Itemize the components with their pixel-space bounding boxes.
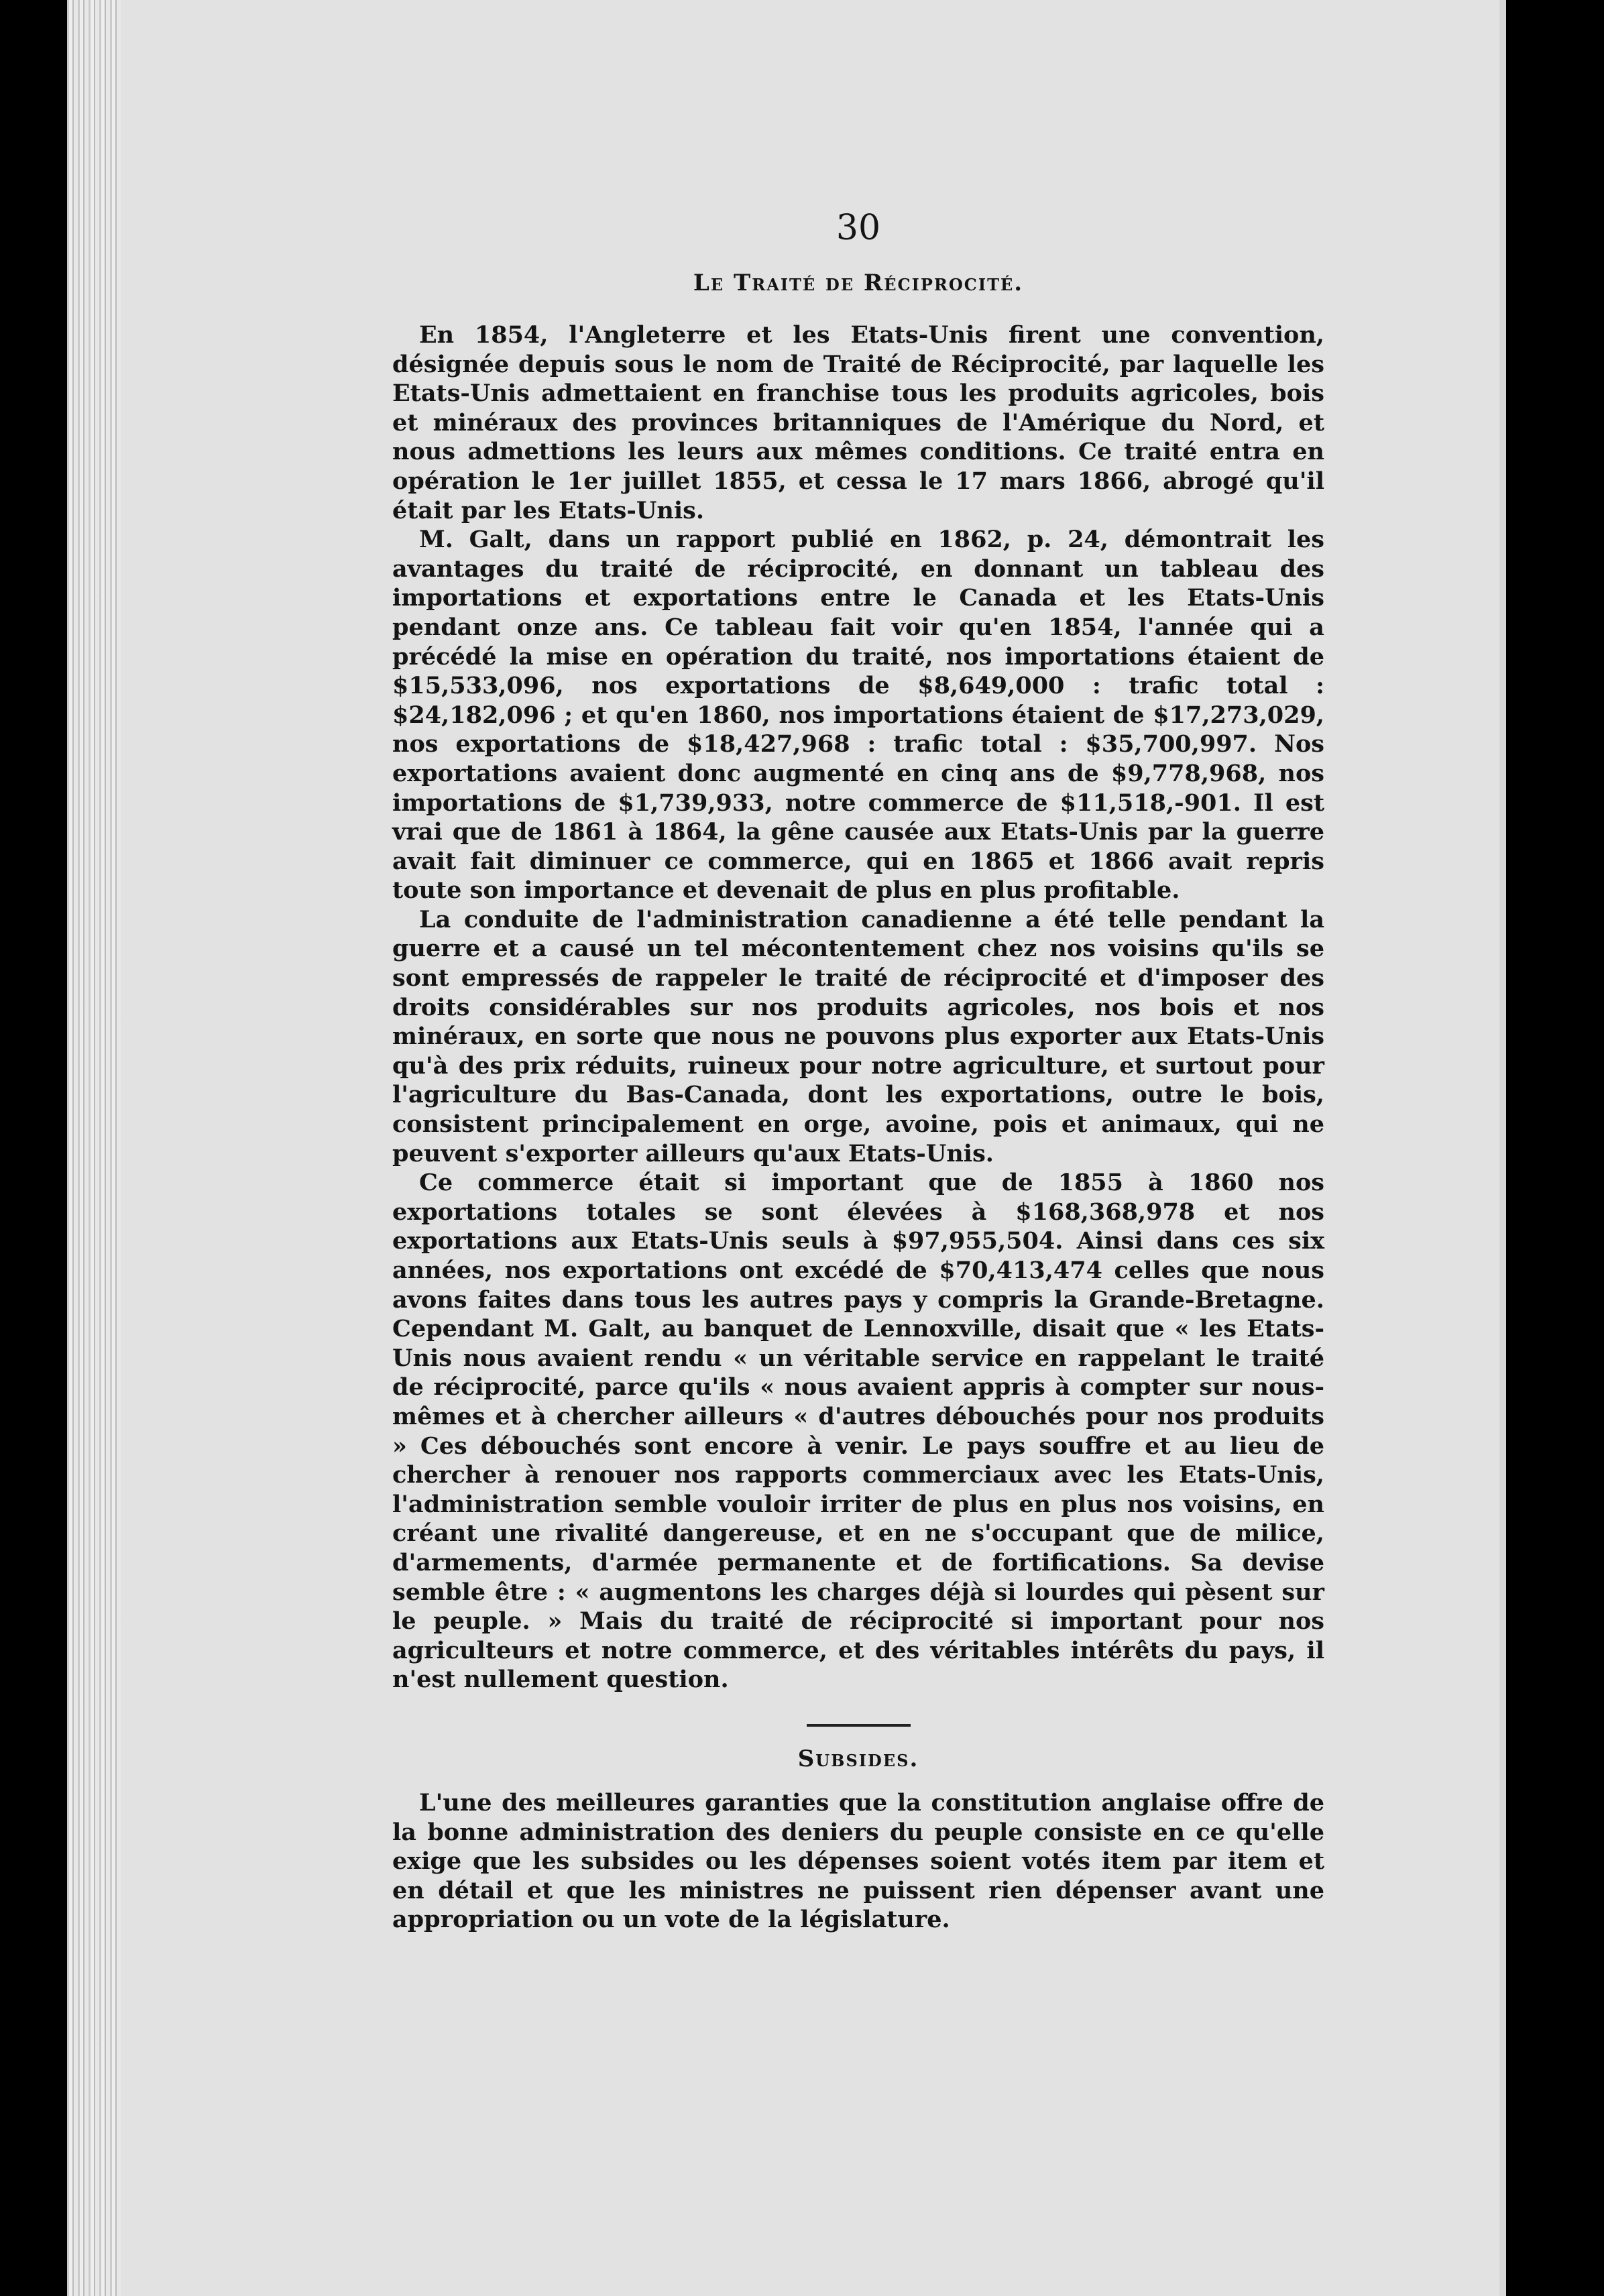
paragraph-2: M. Galt, dans un rapport publié en 1862, p. 24, démontrait les avantages du traité de réciprocité, en donnant un tableau des importations et exportations entre le Canada et les Etats-Unis pendant onze ans. Ce tableau fait voir qu'en 1854, l'année qui a précédé la mise en opération du traité, nos importations étaient de $15,533,096, nos exportations de $8,649,000 : trafic total : $24,182,096 ; et qu'en 1860, nos importations étaient de $17,273,029, nos exportations de $18,427,968 : trafic total : $35,700,997. Nos exportations avaient donc augmenté en cinq ans de $9,778,968, nos importations de $1,739,933, notre commerce de $11,518,-901. Il est vrai que de 1861 à 1864, la gêne causée aux Etats-Unis par la guerre avait fait diminuer ce commerce, qui en 1865 et 1866 avait repris toute son importance et devenait de plus en plus profitable. [392,526,1324,905]
paragraph-1: En 1854, l'Angleterre et les Etats-Unis firent une convention, désignée depuis sous le nom de Traité de Réciprocité, par laquelle les Etats-Unis admettaient en franchise tous les produits agricoles, bois et minéraux des provinces britanniques de l'Amérique du Nord, et nous admettions les leurs aux mêmes conditions. Ce traité entra en opération le 1er juillet 1855, et cessa le 17 mars 1866, abrogé qu'il était par les Etats-Unis. [392,321,1324,524]
page-text-block [392,208,1324,1935]
section-divider [807,1724,911,1727]
paragraph-4: Ce commerce était si important que de 1855 à 1860 nos exportations totales se sont élevées à $168,368,978 et nos exportations aux Etats-Unis seuls à $97,955,504. Ainsi dans ces six années, nos exportations ont excédé de $70,413,474 celles que nous avons faites dans tous les autres pays y compris la Grande-Bretagne. Cependant M. Galt, au banquet de Lennoxville, disait que « les Etats-Unis nous avaient rendu « un véritable service en rappelant le traité de réciprocité, parce qu'ils « nous avaient appris à compter sur nous-mêmes et à chercher ailleurs « d'autres débouchés pour nos produits » Ces débouchés sont encore à venir. Le pays souffre et au lieu de chercher à renouer nos rapports commerciaux avec les Etats-Unis, l'administration semble vouloir irriter de plus en plus nos voisins, en créant une rivalité dangereuse, et en ne s'occupant que de milice, d'armements, d'armée permanente et de fortifications. Sa devise semble être : « augmentons les charges déjà si lourdes qui pèsent sur le peuple. » Mais du traité de réciprocité si important pour nos agriculteurs et notre commerce, et des véritables intérêts du pays, il n'est nullement question. [392,1169,1324,1694]
page-right-edge [1499,0,1506,2296]
book-binding-edge [67,0,121,2296]
paragraph-3: La conduite de l'administration canadienne a été telle pendant la guerre et a causé un tel mécontentement chez nos voisins qu'ils se sont empressés de rappeler le traité de réciprocité et d'imposer des droits considérables sur nos produits agricoles, nos bois et nos minéraux, en sorte que nous ne pouvons plus exporter aux Etats-Unis qu'à des prix réduits, ruineux pour notre agriculture, et surtout pour l'agriculture du Bas-Canada, dont les exportations, outre le bois, consistent principalement en orge, avoine, pois et animaux, qui ne peuvent s'exporter ailleurs qu'aux Etats-Unis. [392,905,1324,1167]
paragraph-subsides-1: L'une des meilleures garanties que la constitution anglaise offre de la bonne administration des deniers du peuple consiste en ce qu'elle exige que les subsides ou les dépenses soient votés item par item et en détail et que les ministres ne puissent rien dépenser avant une appropriation ou un vote de la législature. [392,1788,1324,1934]
section-title-subsides: Subsides. [797,1745,919,1772]
page-number: 30 [836,208,881,248]
section-title-reciprocity: Le Traité de Réciprocité. [693,270,1024,296]
